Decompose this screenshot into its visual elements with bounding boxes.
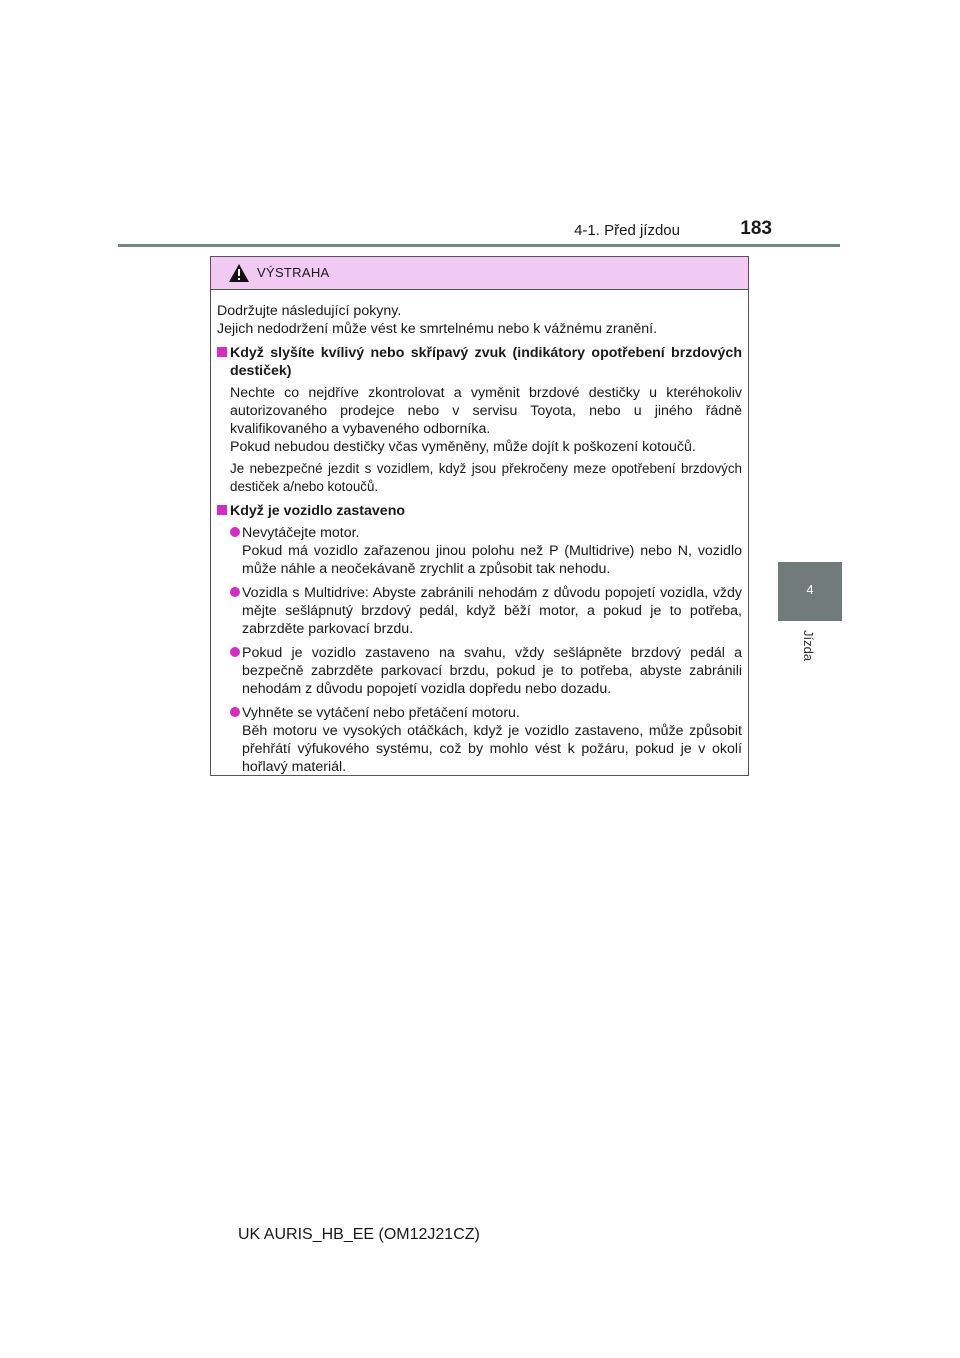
section-heading: Když je vozidlo zastaveno <box>217 502 742 520</box>
round-bullet-icon <box>230 524 242 578</box>
header-rule <box>118 244 840 247</box>
round-bullet-icon <box>230 584 242 638</box>
list-item: Vyhněte se vytáčení nebo přetáčení motoru. Běh motoru ve vysokých otáčkách, když je vozidlo zastaveno, může způsobit přehřátí výfukového systému, což by mohlo vést k požáru, pokud je v okolí hořlavý materiál. <box>230 704 742 776</box>
warning-triangle-icon <box>228 263 250 283</box>
warning-title: VÝSTRAHA <box>257 265 330 280</box>
warning-body <box>211 290 748 776</box>
square-bullet-icon <box>217 347 230 359</box>
warning-box <box>210 256 749 776</box>
paragraph: Nechte co nejdříve zkontrolovat a vyměnit brzdové destičky u kteréhokoliv autorizovaného prodejce nebo v servisu Toyota, nebo u jiného řádně kvalifikovaného a vybaveného odborníka. Pokud nebudou destičky včas vyměněny, může dojít k poškození kotoučů. <box>230 385 742 455</box>
intro-line: Jejich nedodržení může vést ke smrtelnému nebo k vážnému zranění. <box>217 321 658 337</box>
intro-line: Dodržujte následující pokyny. <box>217 303 402 319</box>
page-number: 183 <box>740 218 772 239</box>
list-item: Nevytáčejte motor. Pokud má vozidlo zařazenou jinou polohu než P (Multidrive) nebo N, vozidlo může náhle a neočekávaně zrychlit a způsobit tak nehodu. <box>230 524 742 578</box>
chapter-tab <box>778 562 842 621</box>
round-bullet-icon <box>230 644 242 698</box>
square-bullet-icon <box>217 505 230 517</box>
chapter-label: Jízda <box>801 630 816 662</box>
list-item: Vozidla s Multidrive: Abyste zabránili nehodám z důvodu popojetí vozidla, vždy mějte sešlápnutý brzdový pedál, když běží motor, a pokud je to potřeba, zabrzděte parkovací brzdu. <box>230 584 742 638</box>
round-bullet-icon <box>230 704 242 776</box>
paragraph: Je nebezpečné jezdit s vozidlem, když jsou překročeny meze opotřebení brzdových destiček a/nebo kotoučů. <box>230 461 742 494</box>
section-heading: Když slyšíte kvílivý nebo skřípavý zvuk (indikátory opotřebení brzdových destiček) <box>217 344 742 380</box>
section-title: 4-1. Před jízdou <box>574 222 680 239</box>
chapter-number: 4 <box>806 582 814 597</box>
document-code: UK AURIS_HB_EE (OM12J21CZ) <box>238 1226 480 1243</box>
list-item: Pokud je vozidlo zastaveno na svahu, vždy sešlápněte brzdový pedál a bezpečně zabrzděte parkovací brzdu, pokud je to potřeba, abyste zabránili nehodám z důvodu popojetí vozidla dopředu nebo dozadu. <box>230 644 742 698</box>
warning-header <box>211 257 748 290</box>
